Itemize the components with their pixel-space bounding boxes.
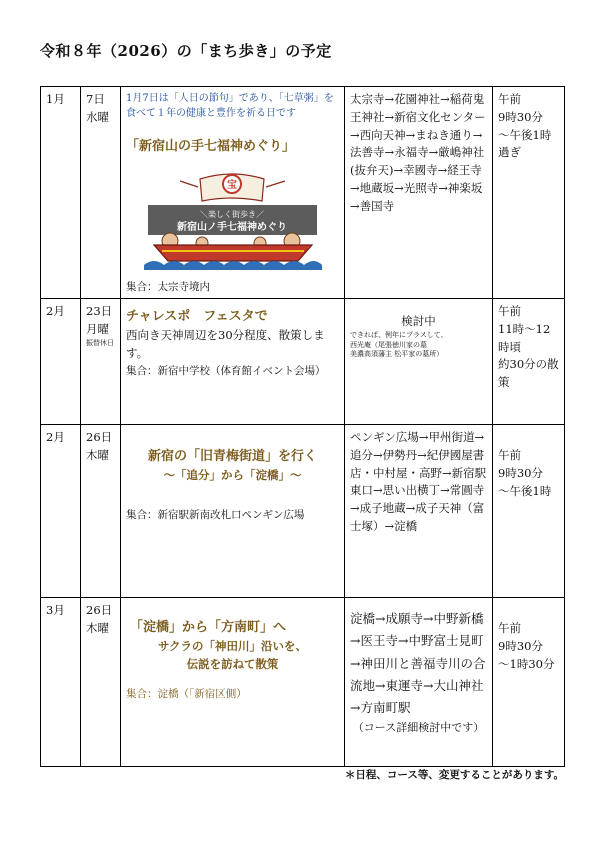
- time-line: 約30分の散策: [498, 357, 559, 390]
- event-subtitle: 伝説を訪ねて散策: [186, 656, 279, 671]
- event-detail-cell: [121, 299, 345, 425]
- event-subtitle: サクラの「神田川」沿いを、: [157, 639, 308, 654]
- time-line: 11時～12時頃: [498, 321, 551, 354]
- time-line: ～午後1時: [498, 483, 552, 498]
- time-line: 午前: [498, 448, 521, 462]
- event-title: チャレスポ フェスタで: [126, 309, 268, 324]
- time-cell: [493, 299, 565, 425]
- course-note-line: 美濃高須藩主 松平家の墓所）: [350, 350, 444, 359]
- meeting-point: 集合：太宗寺境内: [126, 280, 210, 293]
- time-line: 午前: [498, 304, 521, 318]
- course-note: （コース詳細検討中です）: [352, 721, 485, 735]
- time-line: ～午後1時過ぎ: [498, 127, 552, 160]
- time-line: ～1時30分: [498, 656, 555, 671]
- event-description: 西向き天神周辺を30分程度、散策します。: [126, 328, 325, 360]
- seven-gods-boat-illustration: [140, 165, 325, 270]
- course-cell: [345, 299, 493, 425]
- month-cell: 1月: [41, 87, 81, 299]
- weekday-text: 月曜: [86, 321, 109, 336]
- table-row: [41, 425, 565, 598]
- date-cell: [81, 598, 121, 767]
- weekday-text: 木曜: [86, 447, 109, 462]
- month-cell: 2月: [41, 299, 81, 425]
- weekday-text: 水曜: [86, 109, 109, 124]
- table-row: [41, 299, 565, 425]
- time-line: 9時30分: [498, 465, 543, 480]
- emblem-text: 宝: [227, 180, 237, 192]
- time-line: 午前: [498, 621, 521, 635]
- event-detail-cell: [121, 87, 345, 299]
- date-text: 23日: [86, 304, 113, 318]
- table-row: [41, 598, 565, 767]
- month-cell: 3月: [41, 598, 81, 767]
- event-intro: 1月7日は「人日の節句」であり、「七草粥」を食べて１年の健康と豊作を祈る日です: [126, 93, 334, 119]
- footnote: ＊日程、コース等、変更することがあります。: [344, 769, 564, 781]
- time-cell: [493, 598, 565, 767]
- event-detail-cell: [121, 598, 345, 767]
- weekday-note: 振替休日: [86, 338, 114, 347]
- time-line: 午前: [498, 92, 521, 106]
- course-cell: [345, 598, 493, 767]
- event-title: 「新宿山の手七福神めぐり」: [126, 139, 296, 154]
- banner-line-2: 新宿山ノ手七福神めぐり: [177, 222, 287, 234]
- meeting-point: 集合：新宿中学校（体育館イベント会場）: [126, 364, 326, 377]
- table-row: [41, 87, 565, 299]
- event-title: 「淀橋」から「方南町」へ: [130, 620, 287, 635]
- meeting-point: 集合：淀橋（「新宿区側）: [126, 687, 247, 700]
- date-text: 26日: [86, 430, 113, 444]
- date-cell: [81, 299, 121, 425]
- time-cell: [493, 425, 565, 598]
- course-cell: ペンギン広場→甲州街道→追分→伊勢丹→紀伊國屋書店・中村屋・高野→新宿駅東口→思い出横丁→常圓寺→成子地蔵→成子天神（富士塚）→淀橋: [345, 425, 493, 598]
- schedule-table: [40, 86, 565, 767]
- course-note-line: 西光庵（尾張徳川家の墓: [350, 340, 427, 349]
- time-cell: [493, 87, 565, 299]
- page-title: 令和８年（2026）の「まち歩き」の予定: [40, 42, 332, 60]
- time-line: 9時30分: [498, 109, 543, 124]
- month-cell: 2月: [41, 425, 81, 598]
- course-note-line: できれば、例年にプラスして、: [350, 330, 448, 339]
- weekday-text: 木曜: [86, 620, 109, 635]
- meeting-point: 集合：新宿駅新南改札口ペンギン広場: [126, 508, 305, 521]
- date-text: 26日: [86, 603, 113, 617]
- time-line: 9時30分: [498, 638, 543, 653]
- course-cell: 太宗寺→花園神社→稲荷鬼王神社→新宿文化センター→西向天神→まねき通り→法善寺→永福寺→厳嶋神社(抜弁天)→幸國寺→経王寺→地蔵坂→光照寺→神楽坂→善国寺: [345, 87, 493, 299]
- event-subtitle: ～「追分」から「淀橋」～: [163, 468, 302, 483]
- date-text: 7日: [86, 92, 105, 106]
- course-status: 検討中: [401, 314, 436, 328]
- event-title: 新宿の「旧青梅街道」を行く: [147, 449, 317, 464]
- date-cell: [81, 425, 121, 598]
- course-text: 淀橋→成願寺→中野新橋→医王寺→中野富士見町→神田川と善福寺川の合流地→東運寺→大山神社→方南町駅: [350, 611, 486, 715]
- date-cell: [81, 87, 121, 299]
- banner-line-1: ＼楽しく街歩き／: [200, 210, 264, 220]
- event-detail-cell: [121, 425, 345, 598]
